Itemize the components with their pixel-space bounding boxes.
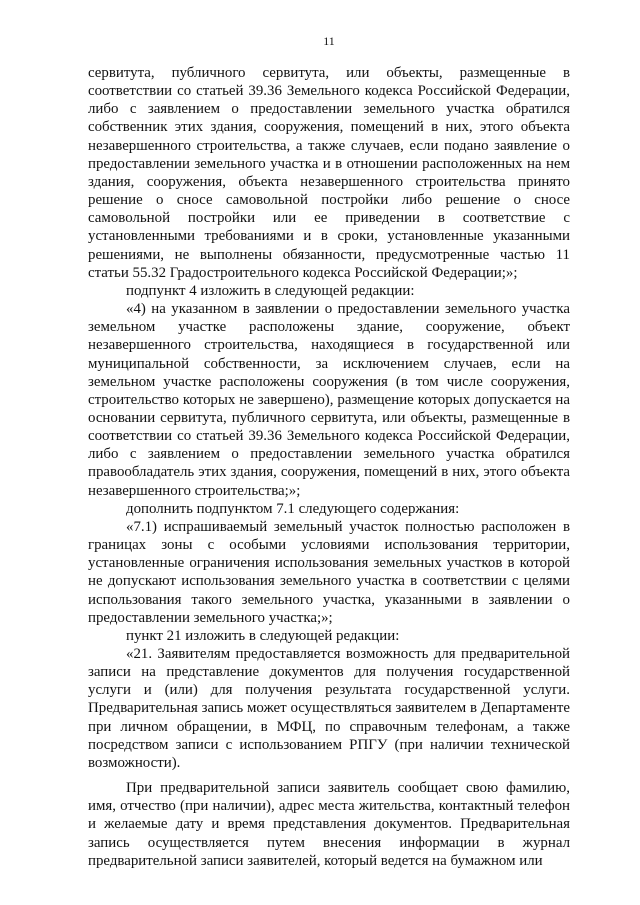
paragraph-5: «7.1) испрашиваемый земельный участок полностью расположен в границах зоны с особыми условиями использования территории, установленные ограничения использования земельных участков в которой не допускают использования земельного участка в соответствии с целями использования такого земельного участка, указанными в заявлении о предоставлении земельного участка;»; bbox=[88, 518, 570, 626]
paragraph-8: При предварительной записи заявитель сообщает свою фамилию, имя, отчество (при наличии), адрес места жительства, контактный телефон и желаемые дату и время представления документов. Предварительная запись осуществляется путем внесения информации в журнал предварительной записи заявителей, который ведется на бумажном или bbox=[88, 780, 570, 869]
document-page bbox=[88, 34, 570, 870]
paragraph-7: «21. Заявителям предоставляется возможность для предварительной записи на представление документов для получения государственной услуги и (или) для получения результата государственной услуги. Предварительная запись может осуществляться заявителем в Департаменте при личном обращении, в МФЦ, по справочным телефонам, а также посредством записи с использованием РПГУ (при наличии технической возможности). bbox=[88, 646, 570, 771]
paragraph-2: подпункт 4 изложить в следующей редакции: bbox=[126, 282, 415, 299]
paragraph-3: «4) на указанном в заявлении о предоставлении земельного участка земельном участке расположены здание, сооружение, объект незавершенного строительства, находящиеся в государственной или муниципальной собственности, за исключением случаев, если на земельном участке расположены сооружения (в том числе сооружения, строительство которых не завершено), размещение которых допускается на основании сервитута, публичного сервитута, или объекты, размещенные в соответствии со статьей 39.36 Земельного кодекса Российской Федерации, либо с заявлением о предоставлении земельного участка обратился правообладатель этих здания, сооружения, помещений в них, этого объекта незавершенного строительства;»; bbox=[88, 301, 570, 499]
paragraph-4: дополнить подпунктом 7.1 следующего содержания: bbox=[126, 500, 460, 517]
page-number: 11 bbox=[323, 34, 335, 48]
paragraph-1: сервитута, публичного сервитута, или объекты, размещенные в соответствии со статьей 39.36 Земельного кодекса Российской Федерации, либо с заявлением о предоставлении земельного участка обратился собственник этих здания, сооружения, помещений в них, этого объекта незавершенного строительства, а также случаев, если подано заявление о предоставлении земельного участка и в отношении расположенных на нем здания, сооружения, объекта незавершенного строительства принято решение о сносе самовольной постройки либо решение о сносе самовольной постройки или ее приведении в соответствие с установленными требованиями и в сроки, установленные указанными решениями, не выполнены обязанности, предусмотренные частью 11 статьи 55.32 Градостроительного кодекса Российской Федерации;»; bbox=[88, 65, 570, 281]
paragraph-6: пункт 21 изложить в следующей редакции: bbox=[126, 627, 400, 644]
